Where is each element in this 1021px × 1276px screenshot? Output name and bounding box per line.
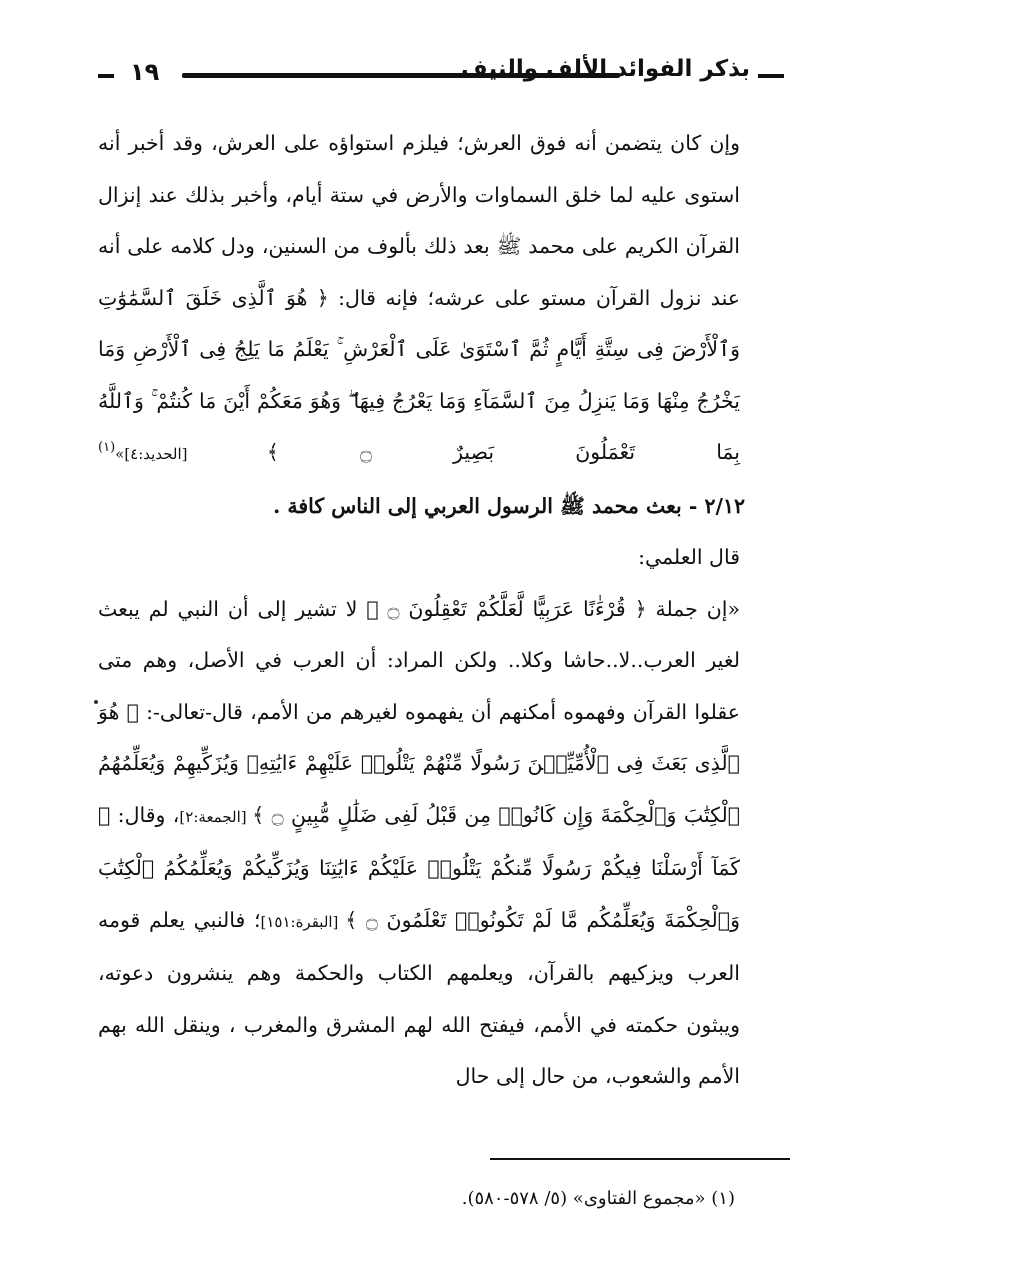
quran-verse-hadid: ﴿ هُوَ ٱلَّذِى خَلَقَ ٱلسَّمَٰوَٰتِ وَٱلْأَرْضَ فِى سِتَّةِ أَيَّامٍ ثُمَّ ٱسْتَوَىٰ عَلَى ٱلْعَرْشِ ۚ يَعْلَمُ مَا يَلِجُ فِى ٱلْأَرْضِ وَمَا يَخْرُجُ مِنْهَا وَمَا يَنزِلُ مِنَ ٱلسَّمَآءِ وَمَا يَعْرُجُ فِيهَا ۖ وَهُوَ مَعَكُمْ أَيْنَ مَا كُنتُمْ ۚ وَٱللَّهُ بِمَا تَعْمَلُونَ بَصِيرٌ ۝ ﴾ <box>98 285 740 464</box>
header-dash-right <box>758 74 784 78</box>
verse-reference: [البقرة:١٥١] <box>260 912 346 931</box>
section-heading: ٢/١٢ - بعث محمد ﷺ الرسول العربي إلى الناس كافة . <box>273 493 745 518</box>
quote-open: «إن جملة <box>646 596 740 621</box>
paragraph-text: ، وقال: <box>110 802 180 827</box>
paragraph-quote <box>98 584 790 1103</box>
quran-verse-jumuah: ﴿ هُوَ ٱلَّذِى بَعَثَ فِى ٱلْأُمِّيِّـۧنَ رَسُولًا مِّنْهُمْ يَتْلُوا۟ عَلَيْهِمْ ءَايَٰتِهِۦ وَيُزَكِّيهِمْ وَيُعَلِّمُهُمُ ٱلْكِتَٰبَ وَٱلْحِكْمَةَ وَإِن كَانُوا۟ مِن قَبْلُ لَفِى ضَلَٰلٍ مُّبِينٍ ۝ ﴾ <box>98 699 741 827</box>
quote-intro: قال العلمي: <box>638 545 740 569</box>
verse-reference: [الجمعة:٢] <box>179 807 253 826</box>
running-header <box>90 56 790 96</box>
header-dash-left <box>98 74 114 78</box>
body-text <box>98 118 790 1103</box>
running-title: بذكر الفوائد الألف والنيف <box>461 56 750 82</box>
footnote: (١) «مجموع الفتاوى» (٥/ ٥٧٨-٥٨٠). <box>461 1188 735 1209</box>
quran-verse-baqarah: ﴿ كَمَآ أَرْسَلْنَا فِيكُمْ رَسُولًا مِّنكُمْ يَتْلُوا۟ عَلَيْكُمْ ءَايَٰتِنَا وَيُزَكِّيكُمْ وَيُعَلِّمُكُمُ ٱلْكِتَٰبَ وَٱلْحِكْمَةَ وَيُعَلِّمُكُم مَّا لَمْ تَكُونُوا۟ تَعْلَمُونَ ۝ ﴾ <box>98 802 741 932</box>
verse-reference: [الحديد:٤]» <box>115 445 267 463</box>
footnote-marker: (١) <box>98 440 116 456</box>
paragraph-text: ؛ فالنبي يعلم قومه العرب ويزكيهم بالقرآن، ويعلمهم الكتاب والحكمة وهم ينشرون دعوته، ويبثون حكمته في الأمم، فيفتح الله لهم المشرق والمغرب ، وينقل الله بهم الأمم والشعوب، من حال إلى حال <box>98 907 740 1088</box>
paragraph-istiwa <box>98 118 790 481</box>
paragraph-text: لا تشير إلى أن النبي لم يبعث لغير العرب..لا..حاشا وكلا.. ولكن المراد: أن العرب في الأصل، وهم متى عقلوا القرآن وفهموه أمكنهم أن يفهموه لغيرهم من الأمم، قال-تعالى-: <box>98 596 740 724</box>
quran-verse-zukhruf: ﴿ قُرْءَٰنًا عَرَبِيًّا لَّعَلَّكُمْ تَعْقِلُونَ ۝ ﴾ <box>366 596 647 621</box>
print-speck <box>94 700 98 704</box>
footnote-separator <box>490 1158 790 1160</box>
page-number: ١٩ <box>130 58 160 86</box>
paragraph-text: وإن كان يتضمن أنه فوق العرش؛ فيلزم استواؤه على العرش، وقد أخبر أنه استوى عليه لما خلق السماوات والأرض في ستة أيام، وأخبر بذلك عند إنزال القرآن الكريم على محمد ﷺ بعد ذلك بألوف من السنين، ودل كلامه على أنه عند نزول القرآن مستو على عرشه؛ فإنه قال: <box>98 131 740 310</box>
